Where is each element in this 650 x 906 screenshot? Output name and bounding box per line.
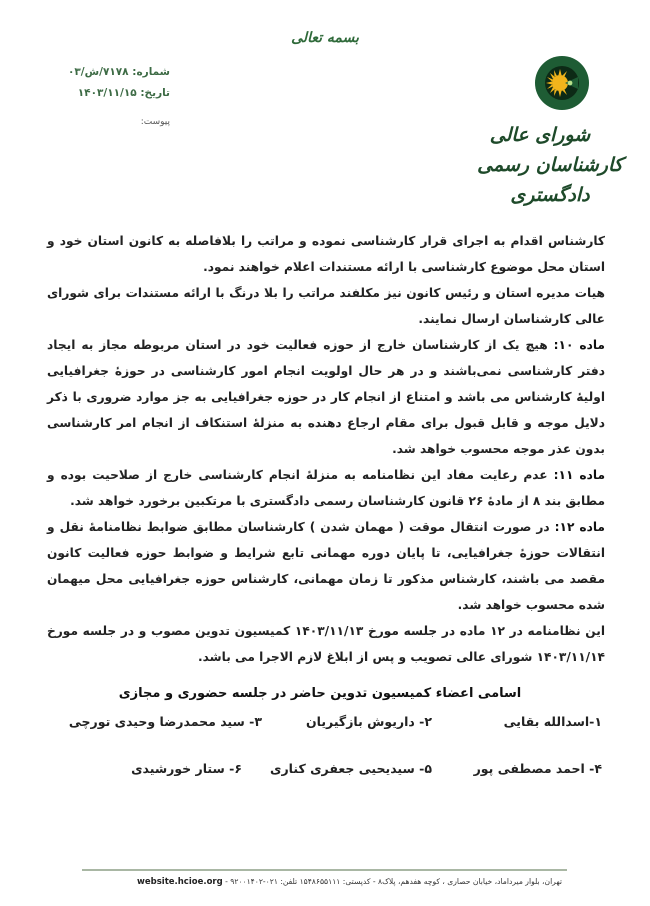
paragraph-text: این نظامنامه در ۱۲ ماده در جلسه مورخ ۱۴۰۳/۱۱/۱۳ کمیسیون تدوین مصوب و در جلسه مورخ ۱۴۰۳/۱۱/۱۴ شورای عالی تصویب و پس از ابلاغ لازم الاجرا می باشد. — [47, 624, 606, 664]
article-label: ماده ۱۲: — [554, 520, 605, 534]
article-text: هیچ یک از کارشناسان خارج از حوزه فعالیت خود در استان مربوطه مجاز به ایجاد دفتر کارشناسی نمی‌باشند و در هر حال اولویت انجام امور کارشناسی در حوزهٔ جغرافیایی اولیهٔ کارشناس می باشد و امتناع از انجام کار در حوزه جغرافیایی به جز موارد ضروری با ذکر دلایل موجه و قابل قبول برای مقام ارجاع دهنده به منزلهٔ استنکاف از انجام امر کارشناسی بدون عذر موجه محسوب خواهد شد. — [47, 338, 605, 456]
member-name: ۶- ستار خورشیدی — [131, 761, 242, 776]
members-row — [68, 714, 602, 761]
org-name-line1: شورای عالی — [489, 124, 591, 146]
article-10 — [47, 332, 605, 462]
council-logo-icon — [534, 55, 590, 111]
member-name: ۵- سیدیحیی جعفری کناری — [270, 761, 432, 776]
footer-address: تهران، بلوار میرداماد، خیابان حصاری ، کوچه هفدهم، پلاک۸ - کدپستی: ۱۵۴۸۶۵۵۱۱۱ تلفن: ۰۲۱-۹۲۰۰۱۴۰۲ - — [225, 877, 562, 886]
paragraph — [47, 228, 605, 280]
paragraph — [47, 280, 605, 332]
members-title: اسامی اعضاء کمیسیون تدوین حاضر در جلسه حضوری و مجازی — [118, 686, 522, 701]
article-text: در صورت انتقال موقت ( مهمان شدن ) کارشناسان مطابق ضوابط نظامنامهٔ نقل و انتقالات حوزهٔ جغرافیایی، تا پایان دوره مهمانی تابع شرایط و ضوابط حوزه فعالیت کانون مقصد می باشند، کارشناس مذکور تا زمان مهمانی، کارشناس حوزه جغرافیایی محل میهمان شده محسوب خواهد شد. — [47, 520, 605, 612]
article-label: ماده ۱۱: — [553, 468, 605, 482]
number-label: شماره: — [132, 66, 170, 78]
paragraph-text: کارشناس اقدام به اجرای قرار کارشناسی نموده و مراتب را بلافاصله به کانون استان خود و استان محل موضوع کارشناسی با ارائه مستندات اعلام خواهند نمود. — [47, 234, 605, 274]
members-row — [90, 761, 602, 808]
letter-date — [40, 83, 170, 104]
date-label: تاریخ: — [140, 87, 170, 99]
letter-number — [40, 62, 170, 83]
footer-contact — [92, 877, 562, 887]
article-text: عدم رعایت مفاد این نظامنامه به منزلهٔ انجام کارشناسی خارج از صلاحیت بوده و مطابق بند ۸ از مادهٔ ۲۶ قانون کارشناسان رسمی دادگستری با مرتکبین برخورد خواهد شد. — [47, 468, 605, 508]
member-name: ۲- داریوش بازگیریان — [306, 714, 432, 729]
footer-website-link[interactable]: website.hcioe.org — [137, 877, 223, 887]
org-name-line2: کارشناسان رسمی دادگستری — [477, 154, 623, 206]
paragraph-text: هیات مدیره استان و رئیس کانون نیز مکلفند مراتب را بلا درنگ با ارائه مستندات برای شورای عالی کارشناسان ارسال نمایند. — [47, 286, 605, 326]
member-name: ۱-اسدالله بقایی — [503, 714, 602, 729]
footer-divider — [82, 869, 567, 871]
bismillah-heading: بسمه تعالی — [291, 30, 359, 46]
article-12 — [47, 514, 605, 618]
letter-metadata — [40, 62, 170, 133]
article-label: ماده ۱۰: — [553, 338, 605, 352]
member-name: ۳- سید محمدرضا وحیدی تورچی — [68, 714, 262, 729]
organization-name — [470, 120, 630, 210]
date-value: ۱۴۰۳/۱۱/۱۵ — [77, 87, 137, 99]
member-name: ۴- احمد مصطفی پور — [473, 761, 602, 776]
number-value: ۷۱۷۸/ش/۰۳ — [67, 66, 129, 78]
letter-body — [47, 228, 605, 670]
attachment-label: پیوست: — [140, 117, 170, 127]
article-11 — [47, 462, 605, 514]
approval-paragraph — [47, 618, 605, 670]
members-list — [68, 714, 602, 808]
